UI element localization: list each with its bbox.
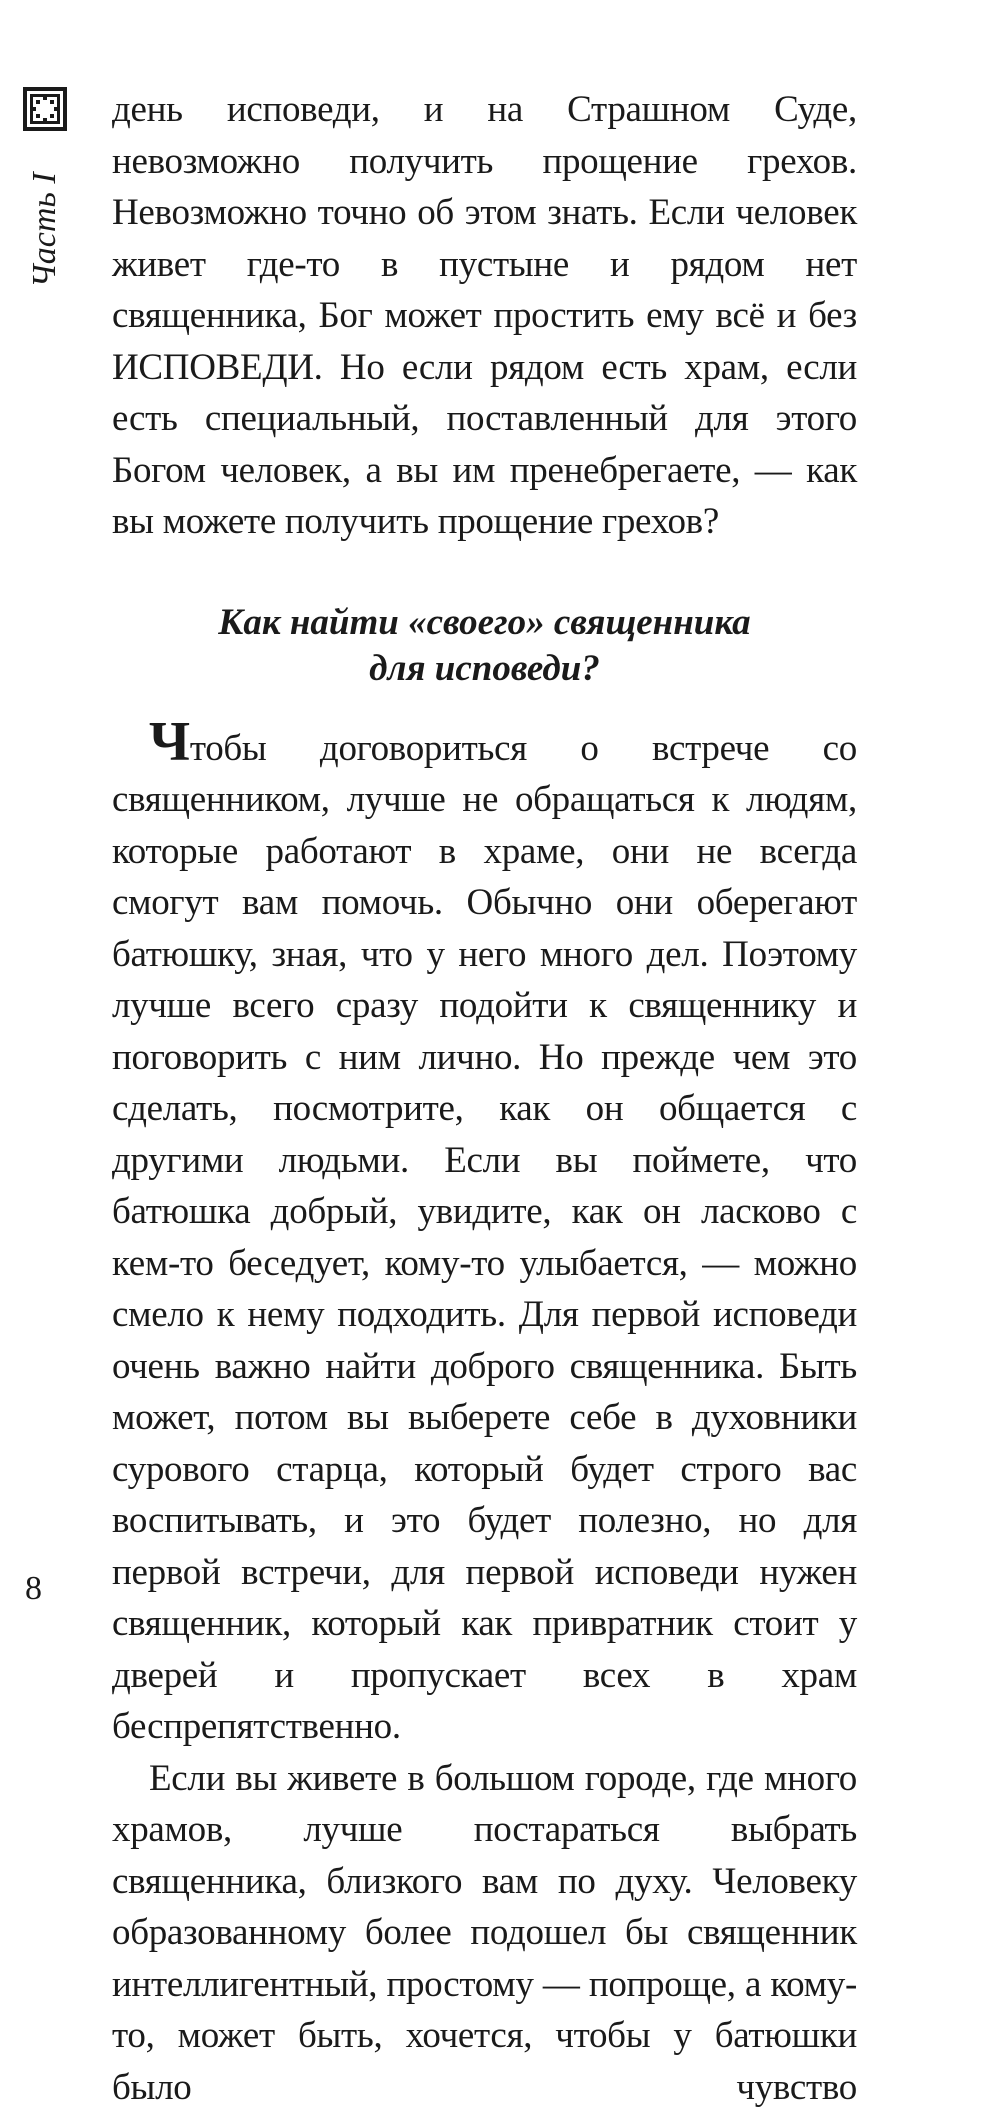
running-head	[22, 160, 68, 300]
section-heading	[112, 600, 857, 692]
section-heading-line-1: Как найти «своего» священника	[112, 600, 857, 646]
paragraph-1: день исповеди, и на Страшном Суде, невозможно получить прощение грехов. Невозможно точно об этом знать. Если человек живет где-то в пустыне и рядом нет священника, Бог может простить ему всё и без ИСПОВЕДИ. Но если рядом есть храм, если есть специальный, поставленный для этого Богом человек, а вы им пренебрегаете, — как вы можете получить прощение грехов?	[112, 84, 857, 548]
paragraph-2-text: тобы договориться о встрече со священником, лучше не обращаться к людям, которые работают в храме, они не всегда смогут вам помочь. Обычно они оберегают батюшку, зная, что у него много дел. Поэтому лучше всего сразу подойти к священнику и поговорить с ним лично. Но прежде чем это сделать, посмотрите, как он общается с другими людьми. Если вы поймете, что батюшка добрый, увидите, как он ласково с кем-то беседует, кому-то улыбается, — можно смело к нему подходить. Для первой исповеди очень важно найти доброго священника. Быть может, потом вы выберете себе в духовники сурового старца, который будет строго вас воспитывать, и это будет полезно, но для первой встречи, для первой исповеди нужен священник, который как привратник стоит у дверей и пропускает всех в храм беспрепятственно.	[112, 728, 857, 1748]
section-heading-line-2: для исповеди?	[112, 646, 857, 692]
celtic-knot-square-ornament	[22, 86, 68, 132]
running-head-text: Часть I	[26, 172, 64, 287]
text-block	[112, 84, 857, 2113]
page-number: 8	[25, 1570, 42, 1608]
dropcap-letter: Ч	[149, 711, 190, 773]
paragraph-3: Если вы живете в большом городе, где много храмов, лучше постараться выбрать священника, близкого вам по духу. Человеку образованному более подошел бы священник интеллигентный, простому — попроще, а кому-то, может быть, хочется, чтобы у батюшки было чувство	[112, 1753, 857, 2113]
paragraph-2	[112, 722, 857, 1753]
